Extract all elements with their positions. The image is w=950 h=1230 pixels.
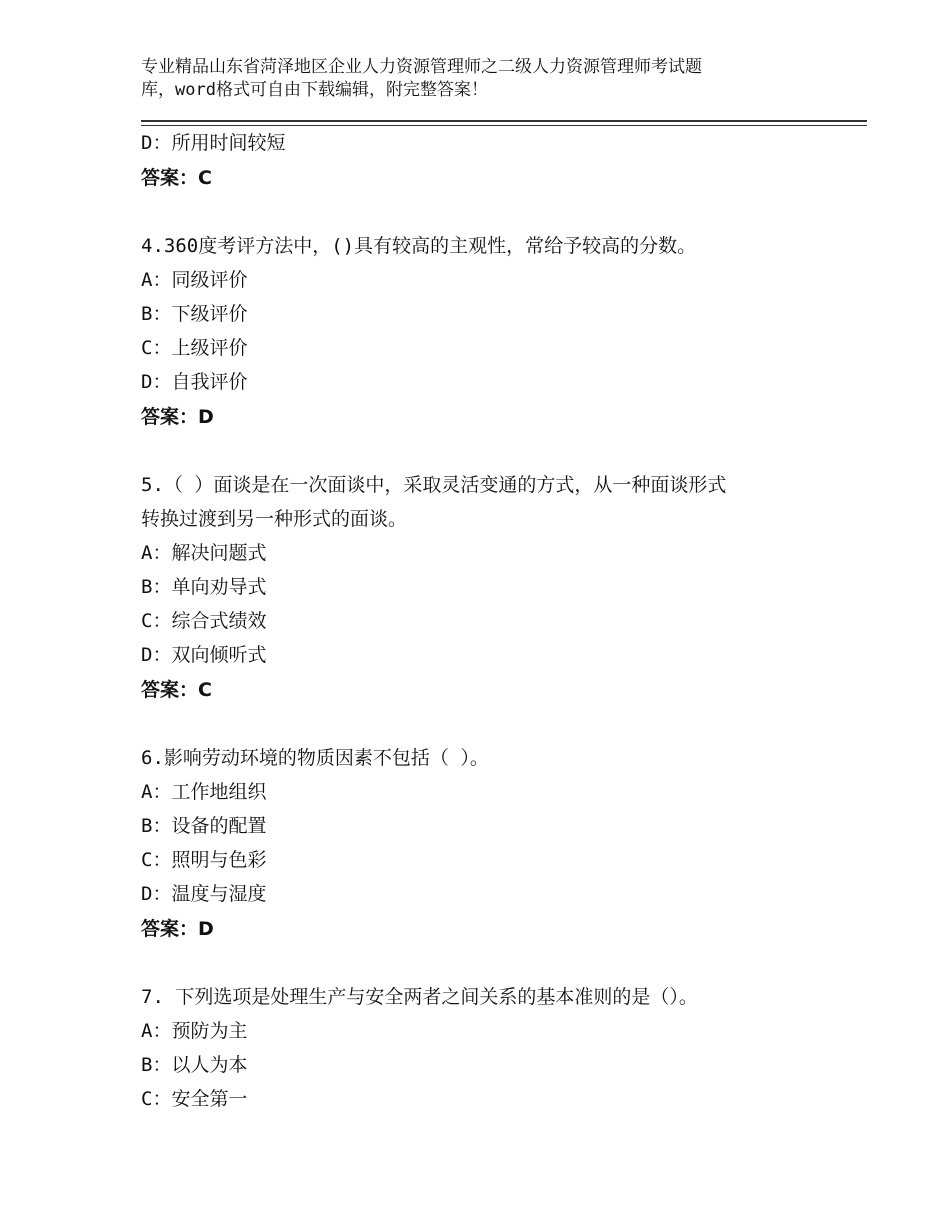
q4-option-a: A：同级评价 bbox=[141, 269, 248, 291]
q7-option-c: C：安全第一 bbox=[141, 1088, 248, 1110]
q6-option-b: B：设备的配置 bbox=[141, 815, 267, 837]
q4-question: 4.360度考评方法中，()具有较高的主观性，常给予较高的分数。 bbox=[141, 235, 697, 257]
header-title-line-1: 专业精品山东省菏泽地区企业人力资源管理师之二级人力资源管理师考试题 bbox=[141, 57, 702, 77]
q7-option-b: B：以人为本 bbox=[141, 1054, 248, 1076]
header-title-line-2: 库，word格式可自由下载编辑，附完整答案！ bbox=[141, 80, 488, 100]
q6-answer: 答案：D bbox=[141, 918, 214, 940]
q4-option-d: D：自我评价 bbox=[141, 371, 248, 393]
q4-option-c: C：上级评价 bbox=[141, 337, 248, 359]
q6-option-c: C：照明与色彩 bbox=[141, 849, 267, 871]
q6-question: 6.影响劳动环境的物质因素不包括（ ）。 bbox=[141, 747, 489, 769]
q3-option-d: D：所用时间较短 bbox=[141, 132, 286, 154]
q5-option-a: A：解决问题式 bbox=[141, 542, 267, 564]
q3-answer: 答案：C bbox=[141, 167, 212, 189]
q5-option-d: D：双向倾听式 bbox=[141, 644, 267, 666]
q7-option-a: A：预防为主 bbox=[141, 1020, 248, 1042]
q4-option-b: B：下级评价 bbox=[141, 303, 248, 325]
q5-answer: 答案：C bbox=[141, 679, 212, 701]
q5-option-b: B：单向劝导式 bbox=[141, 576, 267, 598]
document-header bbox=[141, 56, 781, 102]
header-divider-thin bbox=[141, 125, 867, 126]
q7-question: 7. 下列选项是处理生产与安全两者之间关系的基本准则的是（）。 bbox=[141, 986, 698, 1008]
q5-option-c: C：综合式绩效 bbox=[141, 610, 267, 632]
q4-answer: 答案：D bbox=[141, 406, 214, 428]
q5-question-line-2: 转换过渡到另一种形式的面谈。 bbox=[141, 508, 408, 530]
q6-option-d: D：温度与湿度 bbox=[141, 883, 267, 905]
q6-option-a: A：工作地组织 bbox=[141, 781, 267, 803]
q5-question-line-1: 5.（ ）面谈是在一次面谈中，采取灵活变通的方式，从一种面谈形式 bbox=[141, 474, 727, 496]
header-divider-thick bbox=[141, 120, 867, 122]
